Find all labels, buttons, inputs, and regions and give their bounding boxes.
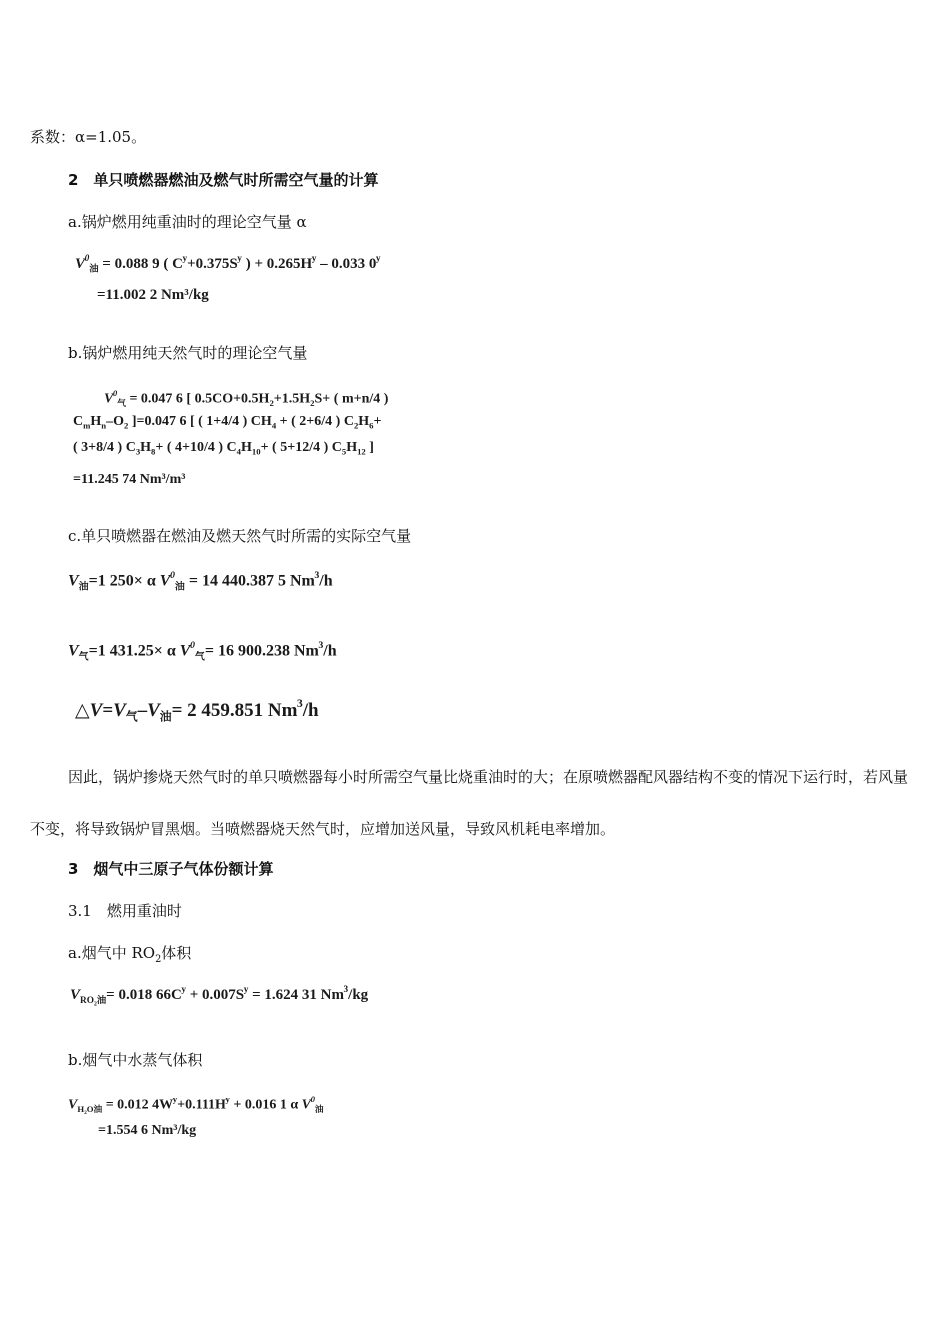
item-a2-label: a.烟气中 $RO_2$体积 <box>68 944 192 965</box>
formula-actual-air-gas: $V_气=1$ 431.25× α $V^0_气= 16$ 900.238 Nm$^3$/h <box>68 640 337 663</box>
section-3-heading: 3 烟气中三原子气体份额计算 <box>68 860 274 878</box>
item-b-label: b.锅炉燃用纯天然气时的理论空气量 <box>68 344 308 362</box>
formula-gas-line-1: $V^0_气 = 0.047$ 6 [ $0.5CO+0.5H_2+1.5H_2S+$ ( m+n/4 ) <box>104 388 389 408</box>
formula-gas-line-3: ( 3+8/4 ) $C_3H_8+$ ( 4+10/4 ) $C_4H_{10}+$ ( 5+12/4 ) $C_5H_{12}$ ] <box>73 440 374 457</box>
section-2-heading: 2 单只喷燃器燃油及燃气时所需空气量的计算 <box>68 171 379 189</box>
formula-gas-result: =11.245 74 Nm³/m³ <box>73 472 186 487</box>
conclusion-paragraph: 因此，锅炉掺烧天然气时的单只喷燃器每小时所需空气量比烧重油时的大；在原喷燃器配风器结构不变的情况下运行时，若风量不变，将导致锅炉冒黑烟。当喷燃器烧天然气时，应增加送风量，导致风机耗电率增加。 <box>30 768 909 838</box>
formula-gas-line-2: $C_mH_n-O_2$ ]=0.047 6 [ ( 1+4/4 ) $CH_4$ + ( 2+6/4 ) $C_2H_6+$ <box>73 414 382 431</box>
formula-oil-result: =11.002 2 Nm³/kg <box>97 287 209 303</box>
item-a-label: a.锅炉燃用纯重油时的理论空气量 α <box>68 213 307 231</box>
formula-actual-air-oil: $V_油=1$ 250× α $V^0_油 = 14$ 440.387 5 Nm$^3$/h <box>68 570 333 593</box>
formula-h2o-line-1: $V_{H_2O油} = 0.012$ $4W^y+0.111H^y + 0.016$ 1 α $V^0_油$ <box>68 1094 324 1117</box>
item-c-label: c.单只喷燃器在燃油及燃天然气时所需的实际空气量 <box>68 527 412 545</box>
formula-ro2: $V_{RO_2油}= 0.018$ $66C^y + 0.007S^y = 1.624$ 31 Nm$^3$/kg <box>70 985 369 1007</box>
formula-oil-theoretical-air: $V^0_油 = 0.088$ 9 ( $C^y+0.375S^y$ ) + $0.265H^y - 0.033$ 0$^y$ <box>75 254 381 275</box>
formula-delta-v: $\triangle V=V_气-V_油= 2$ 459.851 Nm$^3$/h <box>75 697 319 724</box>
section-3-1-heading: 3.1 燃用重油时 <box>68 902 182 920</box>
formula-h2o-result: =1.554 6 Nm³/kg <box>98 1123 197 1138</box>
coefficient-line: 系数：α=1.05。 <box>30 128 147 146</box>
item-b2-label: b.烟气中水蒸气体积 <box>68 1051 203 1069</box>
